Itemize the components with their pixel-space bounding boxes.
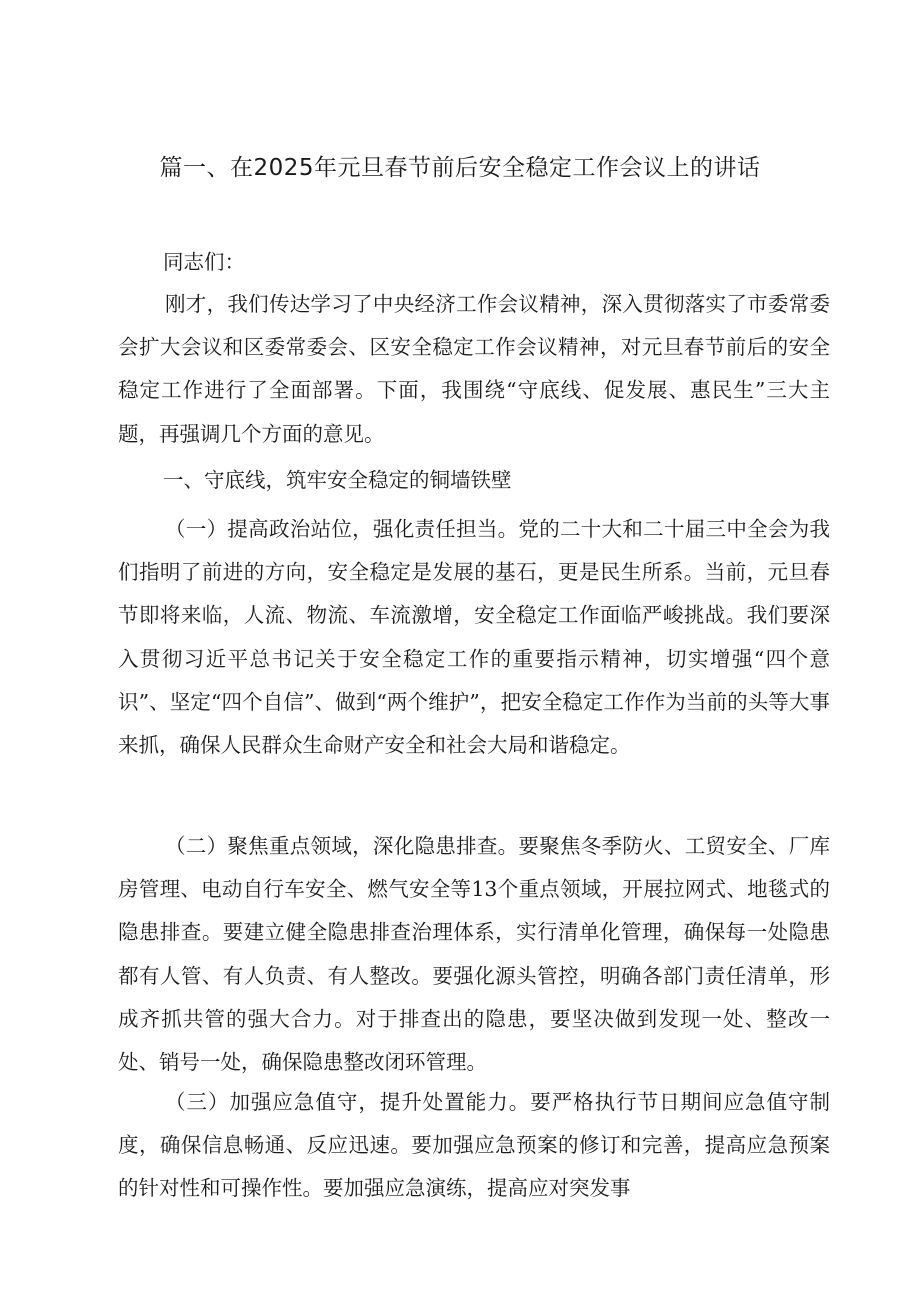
document-title: 篇一、在2025年元旦春节前后安全稳定工作会议上的讲话 [159, 155, 761, 181]
item-one-paragraph: （一）提高政治站位，强化责任担当。党的二十大和二十届三中全会为我们指明了前进的方向，安全稳定是发展的基石，更是民生所系。当前，元旦春节即将来临，人流、物流、车流激增，安全稳定工作面临严峻挑战。我们要深入贯彻习近平总书记关于安全稳定工作的重要指示精神，切实增强“四个意识”、坚定“四个自信”、做到“两个维护”，把安全稳定工作作为当前的头等大事来抓，确保人民群众生命财产安全和社会大局和谐稳定。 [118, 517, 830, 758]
item-two-paragraph: （二）聚焦重点领域，深化隐患排查。要聚焦冬季防火、工贸安全、厂库房管理、电动自行车安全、燃气安全等13个重点领域，开展拉网式、地毯式的隐患排查。要建立健全隐患排查治理体系，实行清单化管理，确保每一处隐患都有人管、有人负责、有人整改。要强化源头管控，明确各部门责任清单，形成齐抓共管的强大合力。对于排查出的隐患，要坚决做到发现一处、整改一处、销号一处，确保隐患整改闭环管理。 [118, 834, 830, 1075]
salutation: 同志们： [163, 250, 245, 274]
intro-paragraph: 刚才，我们传达学习了中央经济工作会议精神，深入贯彻落实了市委常委会扩大会议和区委常委会、区安全稳定工作会议精神，对元旦春节前后的安全稳定工作进行了全面部署。下面，我围绕“守底线、促发展、惠民生”三大主题，再强调几个方面的意见。 [118, 292, 830, 446]
item-three-paragraph: （三）加强应急值守，提升处置能力。要严格执行节日期间应急值守制度，确保信息畅通、反应迅速。要加强应急预案的修订和完善，提高应急预案的针对性和可操作性。要加强应急演练，提高应对突发事 [118, 1090, 830, 1201]
section-one-heading: 一、守底线，筑牢安全稳定的铜墙铁壁 [163, 468, 512, 492]
